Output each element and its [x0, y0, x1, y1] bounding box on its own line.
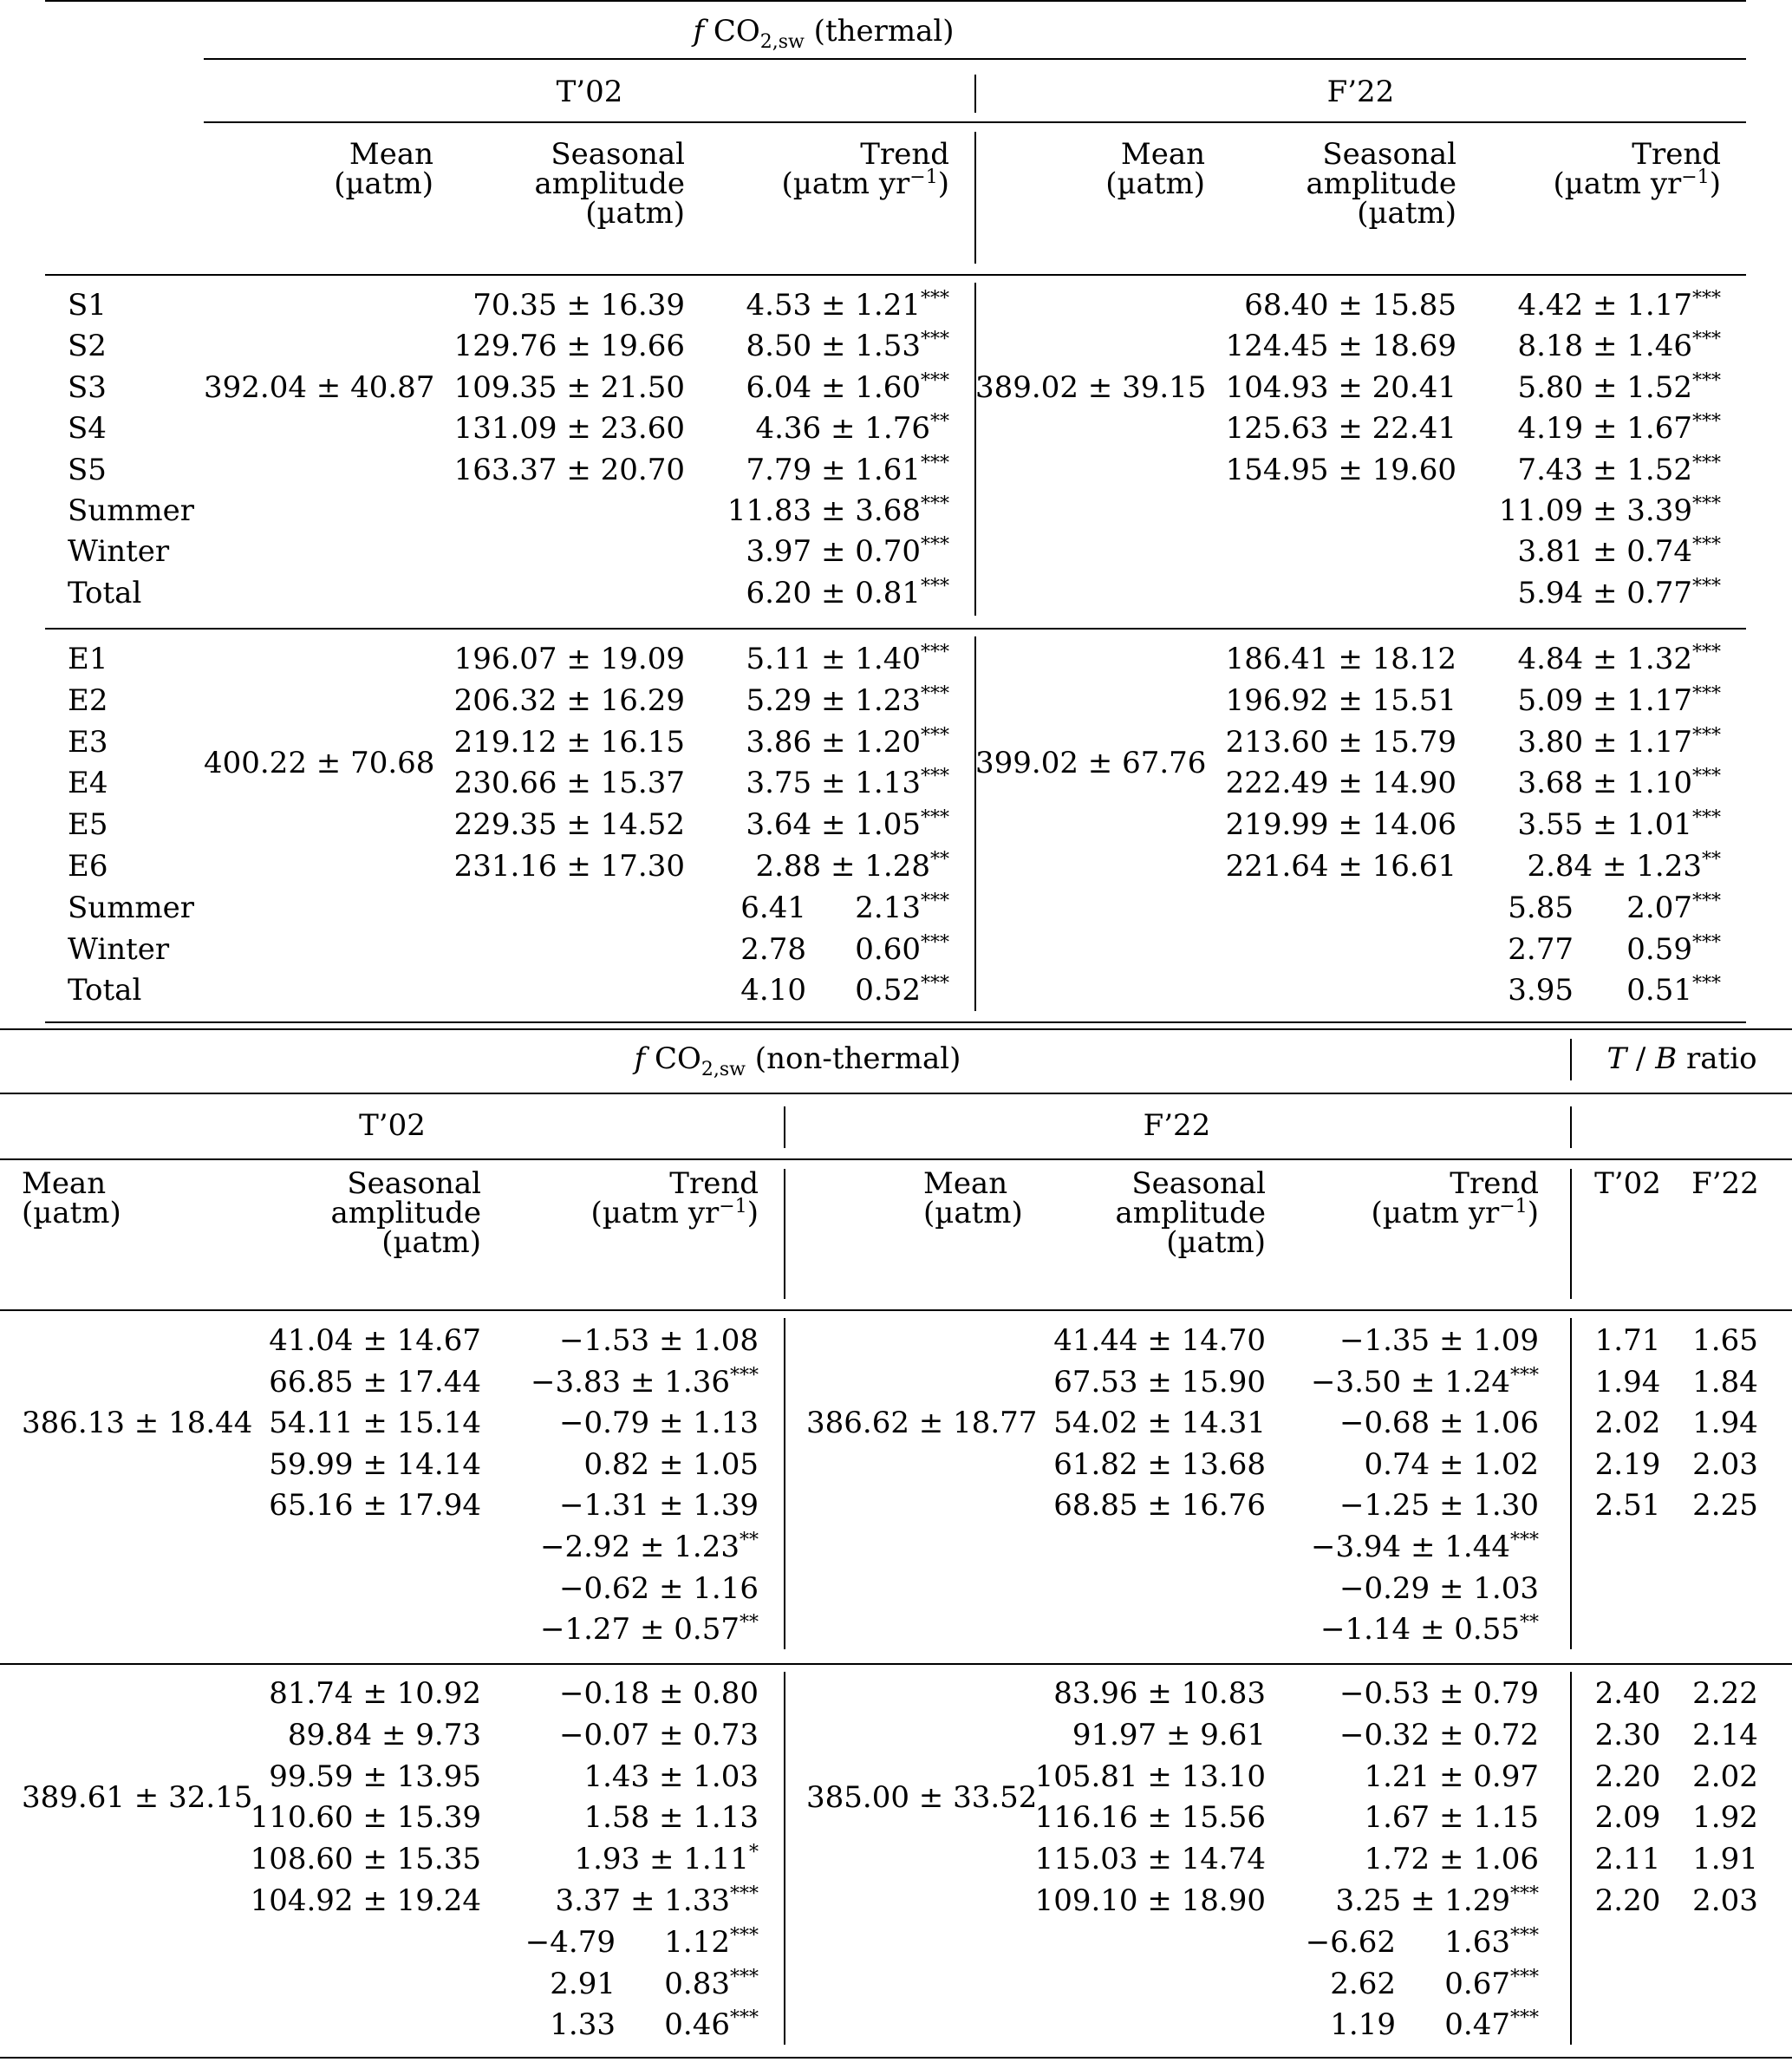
trend-value: 5.29 ± 1.23***: [746, 682, 949, 718]
trend-value: −1.35 ± 1.09: [1339, 1323, 1539, 1358]
trend-value-part: 0.67***: [1444, 1966, 1539, 2001]
amplitude-value: 129.76 ± 19.66: [453, 329, 685, 364]
ratio-value: 2.03: [1692, 1446, 1758, 1482]
header-trend: (µatm $yr^{-1}$): [1553, 166, 1721, 201]
trend-value: 3.75 ± 1.13***: [746, 766, 949, 801]
trend-value: 1.72 ± 1.06: [1364, 1842, 1539, 1877]
trend-value: 0.82 ± 1.05: [583, 1446, 759, 1482]
header-trend: (µatm $yr^{-1}$): [1371, 1196, 1539, 1230]
trend-value-part: 1.33: [550, 2007, 616, 2043]
header-seasonal-amplitude: amplitude: [330, 1196, 481, 1230]
rule: [45, 1021, 1746, 1023]
group-divider: [974, 636, 976, 1011]
header-trend: Trend: [1632, 137, 1721, 172]
row-label: S1: [68, 288, 107, 323]
amplitude-value: 104.93 ± 20.41: [1225, 369, 1456, 405]
header-trend: (µatm $yr^{-1}$): [781, 166, 949, 201]
header-mean: Mean: [923, 1166, 1008, 1201]
amplitude-value: 229.35 ± 14.52: [453, 807, 685, 843]
header-seasonal-amplitude: (µatm): [585, 196, 685, 231]
trend-value: 7.79 ± 1.61***: [746, 452, 949, 487]
header-mean: (µatm): [1105, 166, 1205, 201]
mean-value: 399.02 ± 67.76: [975, 745, 1207, 780]
amplitude-value: 99.59 ± 13.95: [269, 1759, 481, 1794]
amplitude-value: 41.04 ± 14.67: [269, 1323, 481, 1358]
trend-value: 0.74 ± 1.02: [1364, 1446, 1539, 1482]
header-seasonal-amplitude: (µatm): [1166, 1225, 1266, 1260]
amplitude-value: 221.64 ± 16.61: [1225, 849, 1456, 884]
rule: [0, 2057, 1792, 2059]
trend-value: −3.50 ± 1.24***: [1311, 1364, 1539, 1400]
ratio-value: 2.03: [1692, 1883, 1758, 1918]
ratio-value: 2.02: [1594, 1406, 1661, 1441]
amplitude-value: 219.99 ± 14.06: [1225, 807, 1456, 843]
ratio-value: 2.20: [1594, 1883, 1661, 1918]
ratio-divider: [1570, 1106, 1572, 1148]
rule: [45, 0, 1746, 2]
thermal-title: f $CO_{2,sw}$ (thermal): [693, 14, 955, 53]
trend-value: −1.14 ± 0.55**: [1320, 1612, 1539, 1648]
amplitude-value: 68.85 ± 16.76: [1053, 1488, 1266, 1524]
trend-value-part: 0.51***: [1626, 973, 1721, 1008]
trend-value: 5.11 ± 1.40***: [746, 642, 949, 676]
mean-value: 392.04 ± 40.87: [204, 369, 435, 405]
amplitude-value: 65.16 ± 17.94: [269, 1488, 481, 1524]
amplitude-value: 83.96 ± 10.83: [1053, 1676, 1266, 1711]
trend-value: −0.29 ± 1.03: [1339, 1570, 1539, 1606]
trend-value: −0.18 ± 0.80: [559, 1676, 759, 1711]
amplitude-value: 131.09 ± 23.60: [453, 411, 685, 447]
trend-value-part: 3.95: [1508, 973, 1574, 1008]
header-seasonal-amplitude: Seasonal: [1131, 1166, 1266, 1201]
header-seasonal-amplitude: (µatm): [1357, 196, 1456, 231]
bottom-group-f22: F’22: [1143, 1108, 1211, 1143]
trend-value: −0.53 ± 0.79: [1339, 1676, 1539, 1711]
trend-value: 3.64 ± 1.05***: [746, 807, 949, 843]
bottom-group-t02: T’02: [359, 1108, 426, 1143]
ratio-value: 2.22: [1692, 1676, 1758, 1711]
trend-value: 3.37 ± 1.33***: [555, 1883, 759, 1918]
header-seasonal-amplitude: Seasonal: [551, 137, 685, 172]
amplitude-value: 59.99 ± 14.14: [269, 1446, 481, 1482]
trend-value-part: 1.19: [1330, 2007, 1396, 2043]
row-label: Total: [68, 973, 142, 1008]
trend-value: 3.68 ± 1.10***: [1517, 766, 1721, 801]
rule: [45, 274, 1746, 276]
trend-value-part: 6.41: [740, 890, 806, 925]
trend-value: −1.25 ± 1.30: [1339, 1488, 1539, 1524]
trend-value-part: 4.10: [740, 973, 806, 1008]
amplitude-value: 124.45 ± 18.69: [1225, 329, 1456, 364]
amplitude-value: 70.35 ± 16.39: [472, 288, 685, 323]
row-label: E6: [68, 849, 108, 884]
group-divider: [784, 1169, 785, 1299]
trend-value: 3.25 ± 1.29***: [1335, 1883, 1539, 1918]
mean-value: 386.62 ± 18.77: [806, 1406, 1038, 1441]
ratio-divider: [1570, 1672, 1572, 2045]
row-label: S5: [68, 452, 107, 487]
amplitude-value: 109.35 ± 21.50: [453, 369, 685, 405]
trend-value-part: 2.91: [550, 1966, 616, 2001]
trend-value-part: 0.59***: [1626, 931, 1721, 967]
trend-value: 1.43 ± 1.03: [583, 1759, 759, 1794]
ratio-divider: [1570, 1039, 1572, 1080]
header-seasonal-amplitude: Seasonal: [1322, 137, 1456, 172]
ratio-value: 1.65: [1692, 1323, 1758, 1358]
ratio-value: 2.14: [1692, 1717, 1758, 1752]
header-trend: Trend: [669, 1166, 759, 1201]
trend-value: −1.27 ± 0.57**: [540, 1612, 759, 1648]
row-label: E4: [68, 766, 108, 801]
ratio-value: 1.84: [1692, 1364, 1758, 1400]
group-divider: [784, 1672, 785, 2045]
amplitude-value: 41.44 ± 14.70: [1053, 1323, 1266, 1358]
trend-value: 4.84 ± 1.32***: [1517, 642, 1721, 676]
ratio-value: 1.91: [1692, 1842, 1758, 1877]
row-label: Summer: [68, 890, 195, 925]
header-mean: (µatm): [22, 1196, 121, 1230]
trend-value: 4.53 ± 1.21***: [746, 288, 949, 323]
trend-value-part: 0.52***: [855, 973, 949, 1008]
ratio-value: 2.09: [1594, 1800, 1661, 1836]
amplitude-value: 54.02 ± 14.31: [1053, 1406, 1266, 1441]
amplitude-value: 196.92 ± 15.51: [1225, 682, 1456, 718]
amplitude-value: 66.85 ± 17.44: [269, 1364, 481, 1400]
header-seasonal-amplitude: (µatm): [381, 1225, 481, 1260]
header-mean: (µatm): [923, 1196, 1023, 1230]
amplitude-value: 163.37 ± 20.70: [453, 452, 685, 487]
rule: [0, 1663, 1792, 1665]
rule: [45, 628, 1746, 630]
trend-value: −0.07 ± 0.73: [559, 1717, 759, 1752]
ratio-title: T / B ratio: [1606, 1041, 1757, 1076]
trend-value: 3.97 ± 0.70***: [746, 534, 949, 570]
amplitude-value: 213.60 ± 15.79: [1225, 724, 1456, 760]
amplitude-value: 186.41 ± 18.12: [1225, 642, 1456, 676]
ratio-value: 2.30: [1594, 1717, 1661, 1752]
header-mean: (µatm): [334, 166, 433, 201]
amplitude-value: 109.10 ± 18.90: [1034, 1883, 1266, 1918]
rule: [204, 58, 1746, 60]
ratio-value: 2.02: [1692, 1759, 1758, 1794]
ratio-value: 1.71: [1594, 1323, 1661, 1358]
row-label: Total: [68, 575, 142, 610]
group-divider: [974, 283, 976, 616]
trend-value: 3.86 ± 1.20***: [746, 724, 949, 760]
trend-value: 7.43 ± 1.52***: [1517, 452, 1721, 487]
ratio-divider: [1570, 1169, 1572, 1299]
header-trend: (µatm $yr^{-1}$): [590, 1196, 759, 1230]
trend-value: 6.20 ± 0.81***: [746, 575, 949, 610]
amplitude-value: 54.11 ± 15.14: [269, 1406, 481, 1441]
trend-value-part: 2.77: [1508, 931, 1574, 967]
trend-value-part: 1.63***: [1444, 1924, 1539, 1960]
amplitude-value: 108.60 ± 15.35: [250, 1842, 481, 1877]
amplitude-value: 110.60 ± 15.39: [250, 1800, 481, 1836]
nonthermal-title: f $CO_{2,sw}$ (non-thermal): [634, 1041, 961, 1080]
trend-value: 8.18 ± 1.46***: [1517, 329, 1721, 364]
mean-value: 386.13 ± 18.44: [22, 1406, 253, 1441]
trend-value: 1.21 ± 0.97: [1364, 1759, 1539, 1794]
trend-value: 4.36 ± 1.76**: [755, 411, 949, 447]
trend-value: 2.88 ± 1.28**: [755, 849, 949, 884]
header-seasonal-amplitude: Seasonal: [347, 1166, 481, 1201]
trend-value: −3.94 ± 1.44***: [1311, 1530, 1539, 1564]
trend-value: 6.04 ± 1.60***: [746, 369, 949, 405]
trend-value: 11.09 ± 3.39***: [1498, 493, 1721, 528]
rule: [204, 121, 1746, 123]
trend-value: −0.79 ± 1.13: [559, 1406, 759, 1441]
trend-value: −1.53 ± 1.08: [559, 1323, 759, 1358]
amplitude-value: 81.74 ± 10.92: [269, 1676, 481, 1711]
ratio-value: 1.94: [1692, 1406, 1758, 1441]
amplitude-value: 68.40 ± 15.85: [1244, 288, 1456, 323]
trend-value: 1.93 ± 1.11*: [574, 1842, 759, 1877]
amplitude-value: 105.81 ± 13.10: [1034, 1759, 1266, 1794]
amplitude-value: 67.53 ± 15.90: [1053, 1364, 1266, 1400]
amplitude-value: 115.03 ± 14.74: [1034, 1842, 1266, 1877]
trend-value: 5.09 ± 1.17***: [1517, 682, 1721, 718]
amplitude-value: 104.92 ± 19.24: [250, 1883, 481, 1918]
header-mean: Mean: [22, 1166, 107, 1201]
amplitude-value: 206.32 ± 16.29: [453, 682, 685, 718]
amplitude-value: 219.12 ± 16.15: [453, 724, 685, 760]
trend-value-part: 0.60***: [855, 931, 949, 967]
amplitude-value: 61.82 ± 13.68: [1053, 1446, 1266, 1482]
group-divider: [974, 132, 976, 264]
header-seasonal-amplitude: amplitude: [1115, 1196, 1266, 1230]
trend-value: 11.83 ± 3.68***: [727, 493, 949, 528]
trend-value-part: 2.07***: [1626, 890, 1721, 925]
row-label: E5: [68, 807, 108, 843]
trend-value: −0.68 ± 1.06: [1339, 1406, 1539, 1441]
rule: [0, 1028, 1792, 1030]
header-seasonal-amplitude: amplitude: [1306, 166, 1456, 201]
amplitude-value: 116.16 ± 15.56: [1034, 1800, 1266, 1836]
row-label: E3: [68, 724, 108, 760]
trend-value: 2.84 ± 1.23**: [1527, 849, 1721, 884]
header-mean: Mean: [349, 137, 433, 172]
row-label: Winter: [68, 534, 170, 570]
ratio-value: 2.20: [1594, 1759, 1661, 1794]
trend-value: −0.32 ± 0.72: [1339, 1717, 1539, 1752]
trend-value: 3.55 ± 1.01***: [1517, 807, 1721, 843]
mean-value: 385.00 ± 33.52: [806, 1779, 1038, 1815]
ratio-value: 1.92: [1692, 1800, 1758, 1836]
rule: [0, 1093, 1792, 1094]
amplitude-value: 231.16 ± 17.30: [453, 849, 685, 884]
trend-value: −2.92 ± 1.23**: [540, 1530, 759, 1564]
trend-value: 8.50 ± 1.53***: [746, 329, 949, 364]
trend-value: −1.31 ± 1.39: [559, 1488, 759, 1524]
trend-value: 4.19 ± 1.67***: [1517, 411, 1721, 447]
mean-value: 389.02 ± 39.15: [975, 369, 1207, 405]
trend-value-part: 0.83***: [664, 1966, 759, 2001]
mean-value: 400.22 ± 70.68: [204, 745, 435, 780]
amplitude-value: 89.84 ± 9.73: [287, 1717, 481, 1752]
trend-value-part: 0.47***: [1444, 2007, 1539, 2043]
trend-value-part: −6.62: [1305, 1924, 1396, 1960]
group-t02: T’02: [556, 75, 623, 109]
trend-value-part: 1.12***: [664, 1924, 759, 1960]
ratio-value: 2.51: [1594, 1488, 1661, 1524]
ratio-value: 2.11: [1594, 1842, 1661, 1877]
ratio-value: 1.94: [1594, 1364, 1661, 1400]
trend-value: 5.94 ± 0.77***: [1517, 575, 1721, 610]
amplitude-value: 91.97 ± 9.61: [1072, 1717, 1266, 1752]
trend-value-part: 0.46***: [664, 2007, 759, 2043]
row-label: Winter: [68, 931, 170, 967]
rule: [0, 1309, 1792, 1311]
amplitude-value: 196.07 ± 19.09: [453, 642, 685, 676]
amplitude-value: 222.49 ± 14.90: [1225, 766, 1456, 801]
row-label: S2: [68, 329, 107, 364]
amplitude-value: 125.63 ± 22.41: [1225, 411, 1456, 447]
group-f22: F’22: [1326, 75, 1395, 109]
header-mean: Mean: [1120, 137, 1205, 172]
header-trend: Trend: [1450, 1166, 1539, 1201]
trend-value-part: 2.13***: [855, 890, 949, 925]
trend-value: 3.80 ± 1.17***: [1517, 724, 1721, 760]
mean-value: 389.61 ± 32.15: [22, 1779, 253, 1815]
amplitude-value: 154.95 ± 19.60: [1225, 452, 1456, 487]
trend-value-part: 2.62: [1330, 1966, 1396, 2001]
group-divider: [784, 1318, 785, 1649]
trend-value: −0.62 ± 1.16: [559, 1570, 759, 1606]
ratio-value: 2.40: [1594, 1676, 1661, 1711]
header-seasonal-amplitude: amplitude: [534, 166, 685, 201]
group-divider: [784, 1106, 785, 1148]
trend-value: 1.58 ± 1.13: [583, 1800, 759, 1836]
header-ratio-f22: F’22: [1691, 1166, 1759, 1201]
trend-value: 3.81 ± 0.74***: [1517, 534, 1721, 570]
ratio-value: 2.19: [1594, 1446, 1661, 1482]
trend-value: −3.83 ± 1.36***: [531, 1364, 759, 1400]
header-ratio-t02: T’02: [1594, 1166, 1661, 1201]
trend-value: 1.67 ± 1.15: [1364, 1800, 1539, 1836]
ratio-value: 2.25: [1692, 1488, 1758, 1524]
header-trend: Trend: [860, 137, 949, 172]
rule: [0, 1158, 1792, 1160]
trend-value: 5.80 ± 1.52***: [1517, 369, 1721, 405]
row-label: Summer: [68, 493, 195, 528]
amplitude-value: 230.66 ± 15.37: [453, 766, 685, 801]
trend-value: 4.42 ± 1.17***: [1517, 288, 1721, 323]
row-label: S4: [68, 411, 107, 447]
trend-value-part: −4.79: [525, 1924, 616, 1960]
row-label: E2: [68, 682, 108, 718]
row-label: S3: [68, 369, 107, 405]
row-label: E1: [68, 642, 108, 676]
trend-value-part: 2.78: [740, 931, 806, 967]
ratio-divider: [1570, 1318, 1572, 1649]
trend-value-part: 5.85: [1508, 890, 1574, 925]
group-divider: [974, 75, 976, 113]
